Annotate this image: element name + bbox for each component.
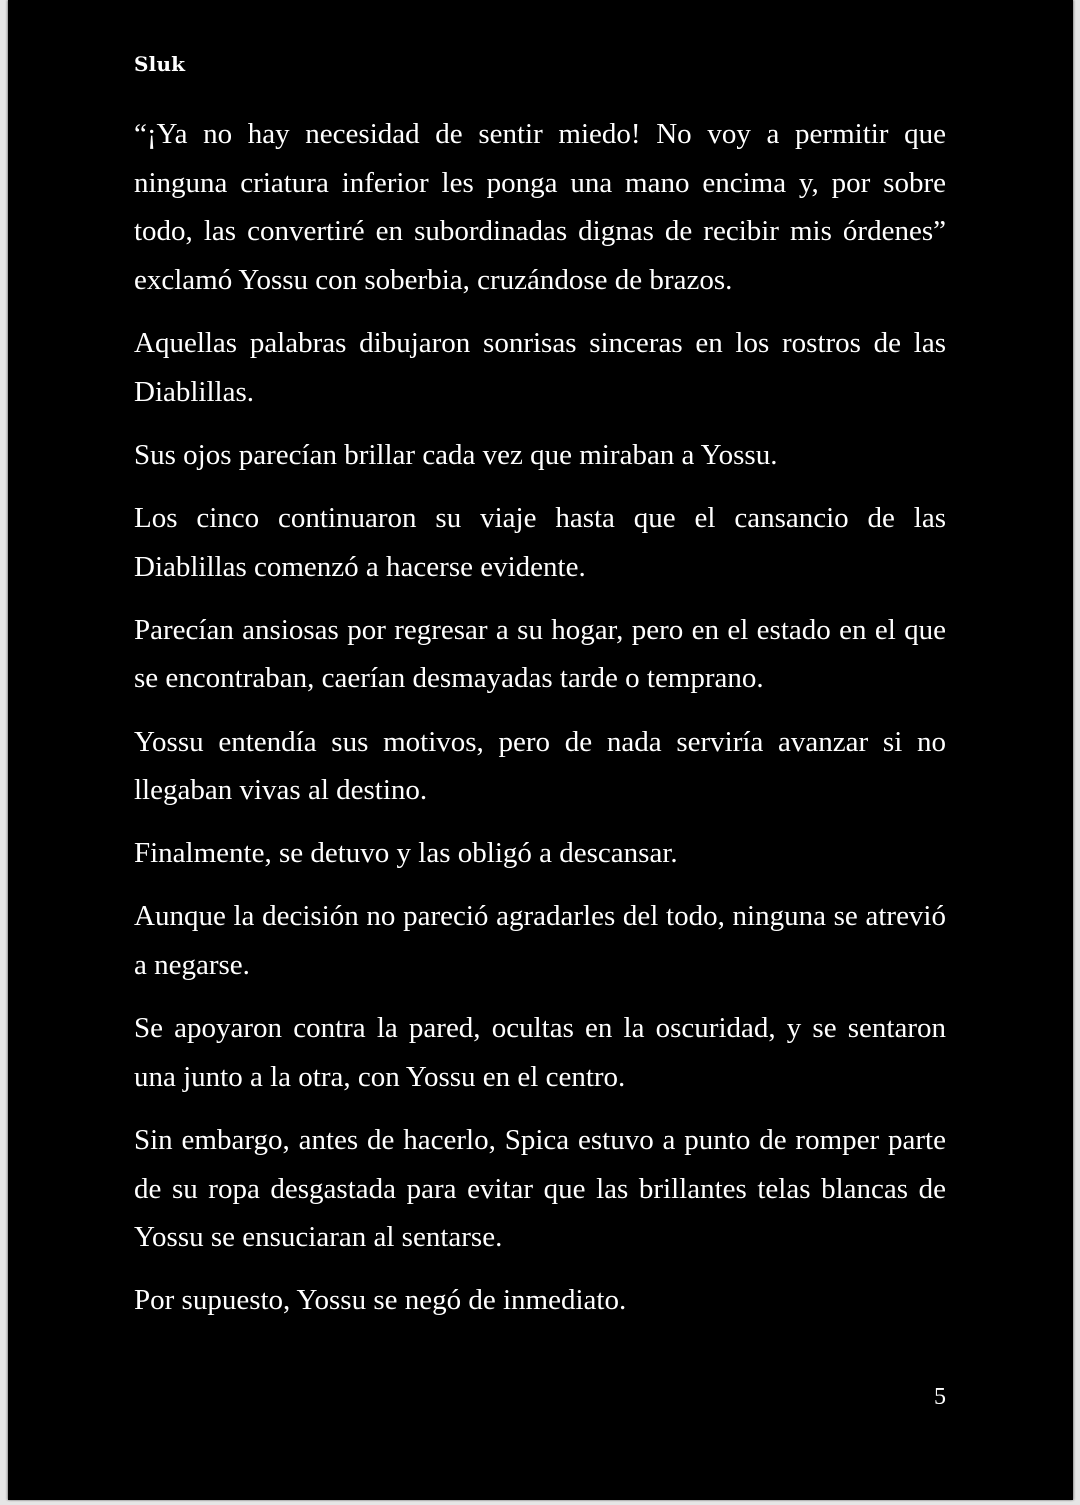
- book-page: [8, 0, 1073, 1500]
- page-body: [134, 110, 946, 1340]
- running-head: Sluk: [134, 52, 186, 76]
- paragraph: Se apoyaron contra la pared, ocultas en la oscuridad, y se sentaron una junto a la otra, con Yossu en el centro.: [134, 1012, 946, 1093]
- paragraph: Por supuesto, Yossu se negó de inmediato.: [134, 1284, 627, 1317]
- paragraph: Sin embargo, antes de hacerlo, Spica estuvo a punto de romper parte de su ropa desgastada para evitar que las brillantes telas blancas de Yossu se ensuciaran al sentarse.: [134, 1124, 946, 1254]
- paragraph: Parecían ansiosas por regresar a su hogar, pero en el estado en el que se encontraban, caerían desmayadas tarde o temprano.: [134, 613, 946, 695]
- paragraph: Finalmente, se detuvo y las obligó a descansar.: [134, 837, 678, 870]
- page-number: 5: [934, 1384, 946, 1410]
- paragraph: Yossu entendía sus motivos, pero de nada serviría avanzar si no llegaban vivas al destino.: [134, 725, 946, 807]
- paragraph: Aquellas palabras dibujaron sonrisas sinceras en los rostros de las Diablillas.: [134, 326, 946, 408]
- paragraph: Aunque la decisión no pareció agradarles del todo, ninguna se atrevió a negarse.: [134, 900, 946, 982]
- paragraph: Sus ojos parecían brillar cada vez que miraban a Yossu.: [134, 438, 778, 471]
- paragraph: Los cinco continuaron su viaje hasta que el cansancio de las Diablillas comenzó a hacerse evidente.: [134, 501, 946, 583]
- paragraph: “¡Ya no hay necesidad de sentir miedo! No voy a permitir que ninguna criatura inferior les ponga una mano encima y, por sobre todo, las convertiré en subordinadas dignas de recibir mis órdenes” exclamó Yossu con soberbia, cruzándose de brazos.: [134, 118, 946, 296]
